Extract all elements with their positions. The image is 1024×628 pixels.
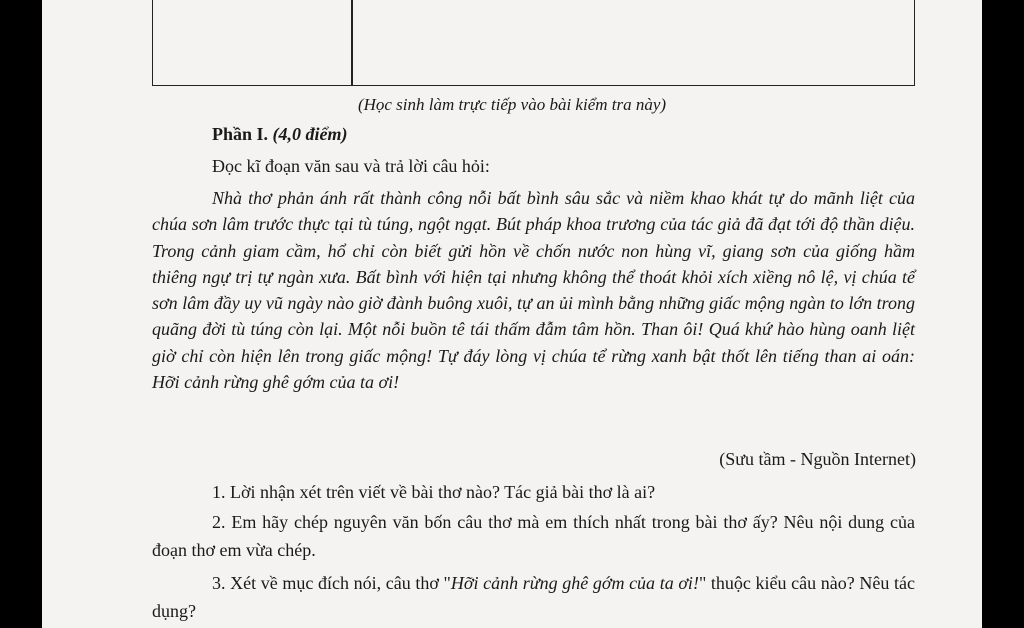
part-points: (4,0 điểm) [272, 124, 348, 144]
question-2: 2. Em hãy chép nguyên văn bốn câu thơ mà em thích nhất trong bài thơ ấy? Nêu nội dung của đoạn thơ em vừa chép. [152, 512, 915, 560]
passage-source: (Sưu tầm - Nguồn Internet) [719, 449, 916, 469]
question-3-prefix: 3. Xét về mục đích nói, câu thơ " [212, 573, 451, 593]
question-1: 1. Lời nhận xét trên viết về bài thơ nào? Tác giả bài thơ là ai? [212, 482, 656, 502]
table-column-divider [351, 0, 353, 85]
question-3-quote: Hỡi cảnh rừng ghê gớm của ta ơi! [450, 573, 699, 593]
part-heading [212, 124, 348, 145]
question-3-suffix: " thuộc kiểu câu nào? Nêu tác dụng? [152, 573, 915, 621]
instruction-note: (Học sinh làm trực tiếp vào bài kiểm tra này) [357, 95, 667, 114]
question-3 [152, 569, 915, 625]
document-page [42, 0, 982, 628]
part-title: Phần I. [212, 124, 269, 144]
reading-instruction: Đọc kĩ đoạn văn sau và trả lời câu hỏi: [212, 156, 490, 176]
answer-table [152, 0, 915, 86]
reading-passage: Nhà thơ phản ánh rất thành công nỗi bất bình sâu sắc và niềm khao khát tự do mãnh liệt của chúa sơn lâm trước thực tại tù túng, ngột ngạt. Bút pháp khoa trương của tác giả đã đạt tới độ thần diệu. Trong cảnh giam cầm, hổ chỉ còn biết gửi hồn về chốn nước non hùng vĩ, giang sơn của giống hầm thiêng ngự trị tự ngàn xưa. Bất bình với hiện tại nhưng không thể thoát khỏi xích xiềng nô lệ, vị chúa tể sơn lâm đầy uy vũ ngày nào giờ đành buông xuôi, tự an ủi mình bằng những giấc mộng ngàn to lớn trong quãng đời tù túng còn lại. Một nỗi buồn tê tái thấm đẫm tâm hồn. Than ôi! Quá khứ hào hùng oanh liệt giờ chỉ còn hiện lên trong giấc mộng! Tự đáy lòng vị chúa tể rừng xanh bật thốt lên tiếng than ai oán: Hỡi cảnh rừng ghê gớm của ta ơi! [152, 188, 915, 393]
